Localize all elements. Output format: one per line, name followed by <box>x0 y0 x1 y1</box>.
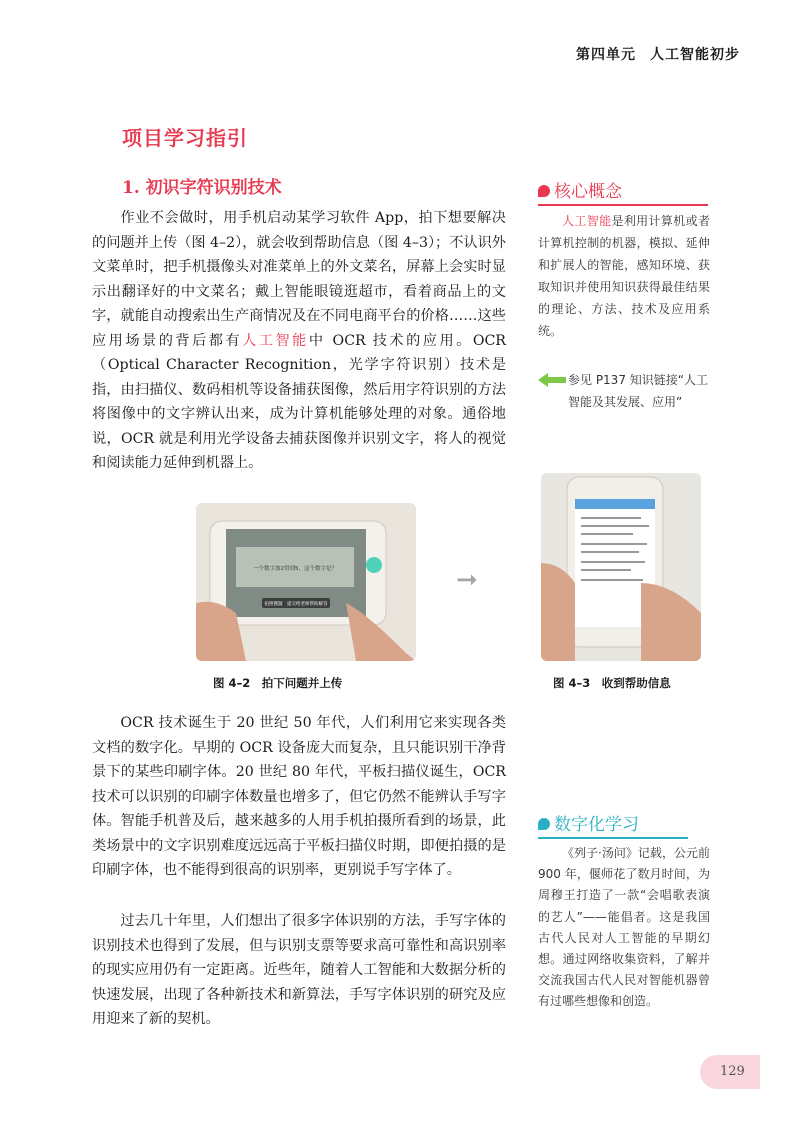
digital-learning-text <box>538 843 710 1013</box>
reference-text: 参见 P137 知识链接“人工智能及其发展、应用” <box>568 373 708 409</box>
figure-4-2-caption: 图 4–2 拍下问题并上传 <box>213 676 343 690</box>
core-concept-heading-text: 核心概念 <box>554 182 622 202</box>
paragraph-2-text: OCR 技术诞生于 20 世纪 50 年代，人们利用它来实现各类文档的数字化。早期的 OCR 设备庞大而复杂，且只能识别干净背景下的某些印刷字体。20 世纪 80 年代，平板扫描仪诞生，OCR 技术可以识别的印刷字体数量也增多了，但它仍然不能辨认手写字体。智能手机普及后，越来越多的人用手机拍摄所看到的场景，此类场景中的文字识别难度远远高于平板扫描仪时期，即便拍摄的是印刷字体，也不能得到很高的识别率，更别说手写字体了。 <box>92 715 506 878</box>
page-number: 129 <box>700 1055 760 1089</box>
unit-title: 人工智能初步 <box>650 47 740 63</box>
paragraph-3-text: 过去几十年里，人们想出了很多字体识别的方法，手写字体的识别技术也得到了发展，但与识别支票等要求高可靠性和高识别率的现实应用仍有一定距离。近些年，随着人工智能和大数据分析的快速发展，出现了各种新技术和新算法，手写字体识别的研究及应用迎来了新的契机。 <box>92 913 506 1027</box>
digital-learning-body: 《列子·汤问》记载，公元前 900 年，偃师花了数月时间，为周穆王打造了一款“会唱歌表演的艺人”——能倡者。这是我国古代人民对人工智能的早期幻想。通过网络收集资料，了解并交流我国古代人民对智能机器曾有过哪些想像和创造。 <box>538 846 710 1009</box>
figure-photo-upload <box>196 503 416 661</box>
core-concept-definition: 是利用计算机或者计算机控制的机器，模拟、延伸和扩展人的智能，感知环境、获取知识并使用知识获得最佳结果的理论、方法、技术及应用系统。 <box>538 214 710 338</box>
paragraph-1-part1: 作业不会做时，用手机启动某学习软件 App，拍下想要解决的问题并上传（图 4–2），就会收到帮助信息（图 4–3）；不认识外文菜单时，把手机摄像头对准菜单上的外文菜名，屏幕上会实时显示出翻译好的中文菜名；戴上智能眼镜逛超市，看着商品上的文字，就能自动搜索出生产商情况及在不同电商平台的价格……这些应用场景的背后都有 <box>92 210 506 349</box>
paragraph-1-part2: 中 OCR 技术的应用。OCR（Optical Character Recognition，光学字符识别）技术是指，由扫描仪、数码相机等设备捕获图像，然后用字符识别的方法将图像中的文字辨认出来，成为计算机能够处理的对象。通俗地说，OCR 就是利用光学设备去捕获图像并识别文字，将人的视觉和阅读能力延伸到机器上。 <box>92 332 506 471</box>
reference-note <box>538 369 710 413</box>
paragraph-3 <box>92 909 506 1032</box>
digital-learning-heading-text: 数字化学习 <box>554 815 639 835</box>
phone-landscape-illustration <box>196 503 416 661</box>
digital-learning-heading <box>538 810 688 839</box>
paragraph-2 <box>92 711 506 883</box>
screen-button-text: 拍照搜题 提交给老师帮助解答 <box>264 602 328 607</box>
core-concept-heading <box>538 177 708 206</box>
core-concept-term: 人工智能 <box>562 214 612 228</box>
phone-portrait-illustration <box>541 473 701 661</box>
unit-label: 第四单元 <box>576 47 636 63</box>
leaf-icon <box>538 185 550 197</box>
arrow-left-icon <box>538 373 566 387</box>
paragraph-1 <box>92 206 506 476</box>
figure-4-3-caption: 图 4–3 收到帮助信息 <box>553 676 671 690</box>
highlight-term: 人工智能 <box>242 332 309 349</box>
figure-help-received <box>541 473 701 661</box>
subsection-title: 1. 初识字符识别技术 <box>122 178 282 198</box>
arrow-right-icon: ➞ <box>456 565 478 595</box>
page-header <box>576 44 740 64</box>
core-concept-text <box>538 210 710 342</box>
leaf-icon <box>538 818 550 830</box>
screen-question-text: 一个数字加2得到5，这个数字是？ <box>253 566 337 572</box>
section-title: 项目学习指引 <box>122 126 248 150</box>
